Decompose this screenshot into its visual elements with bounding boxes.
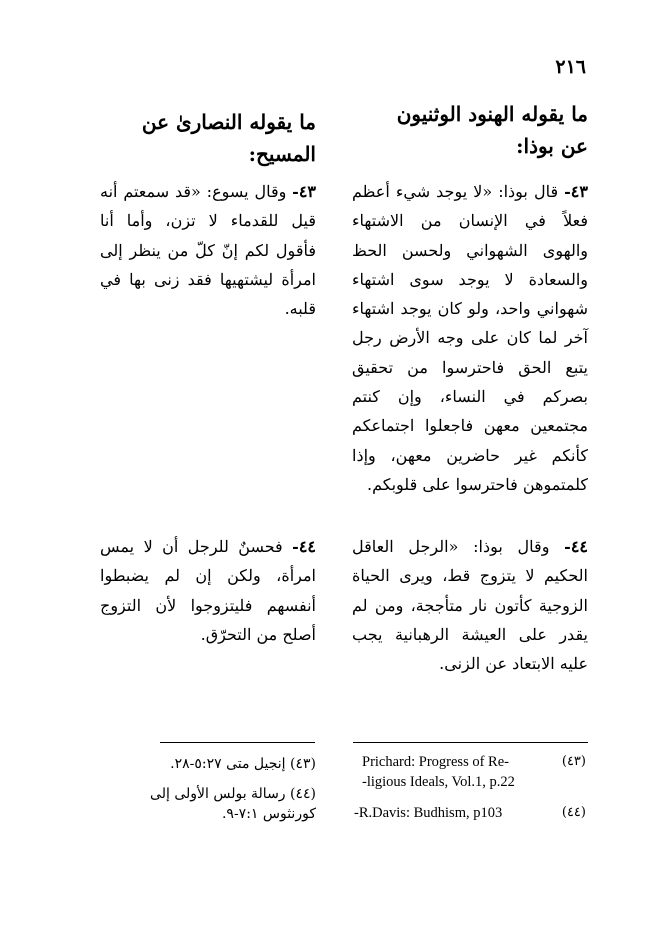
footnote-separator-left [160, 742, 315, 743]
footnote-line: -ligious Ideals, Vol.1, p.22 [362, 774, 515, 790]
left-paragraph-44 [100, 532, 316, 649]
paragraph-text: قال بوذا: «لا يوجد شيء أعظم فعلاً في الإنسان من الاشتهاء والهوى الشهواني ولحسن الحظ والسعادة لا يوجد سوى اشتهاء شهواني واحد، ولو كان يوجد اشتهاء آخر لما كان على وجه الأرض رجل يتبع الحق فاحترسوا من تحقيق بصركم في النساء، وإن كنتم مجتمعين معهن فاجعلوا اجتماعكم كأنكم غير حاضرين معهن، وإذا كلمتموهن فاحترسوا على قلوبكم. [352, 182, 588, 494]
right-heading-line1: ما يقوله الهنود الوثنيون [396, 102, 588, 126]
left-paragraph-43 [100, 177, 316, 323]
paragraph-text: وقال بوذا: «الرجل العاقل الحكيم لا يتزوج قط، ويرى الحياة الزوجية كأتون نار متأججة، ومن لم يقدر على العيشة الرهبانية يجب عليه الابتعاد عن الزنى. [352, 537, 588, 674]
footnote-43-left: (٤٣) إنجيل متى ٥:٢٧-٢٨. [170, 756, 316, 772]
footnote-line: -R.Davis: Budhism, p103 [354, 805, 503, 821]
footnote-44-right [354, 803, 586, 823]
footnote-43-right [362, 752, 586, 792]
right-paragraph-43 [352, 177, 588, 499]
paragraph-number: ٤٤- [292, 537, 316, 556]
paragraph-text: فحسنٌ للرجل أن لا يمس امرأة، ولكن إن لم يضبطوا أنفسهم فليتزوجوا لأن التزوج أصلح من التحرّق. [100, 537, 316, 644]
footnote-44-left: (٤٤) رسالة بولس الأولى إلى كورنثوس ٧:١-٩. [150, 786, 316, 822]
paragraph-number: ٤٣- [564, 182, 588, 201]
footnote-separator-right [353, 742, 588, 743]
footnote-line: Prichard: Progress of Re- [362, 754, 509, 770]
right-column [352, 98, 588, 162]
left-column [100, 106, 316, 170]
paragraph-number: ٤٣- [292, 182, 316, 201]
right-heading-line2: عن بوذا: [516, 134, 588, 158]
paragraph-number: ٤٤- [564, 537, 588, 556]
right-paragraph-44 [352, 532, 588, 678]
footnote-marker: (٤٣) [561, 754, 586, 769]
left-heading: ما يقوله النصارىٰ عن المسيح: [141, 110, 316, 166]
paragraph-text: وقال يسوع: «قد سمعتم أنه قيل للقدماء لا تزن، وأما أنا فأقول لكم إنّ كلّ من ينظر إلى امرأة ليشتهيها فقد زنى بها في قلبه. [100, 182, 316, 319]
page-number: ٢١٦ [555, 56, 586, 78]
footnote-marker: (٤٤) [561, 805, 586, 820]
